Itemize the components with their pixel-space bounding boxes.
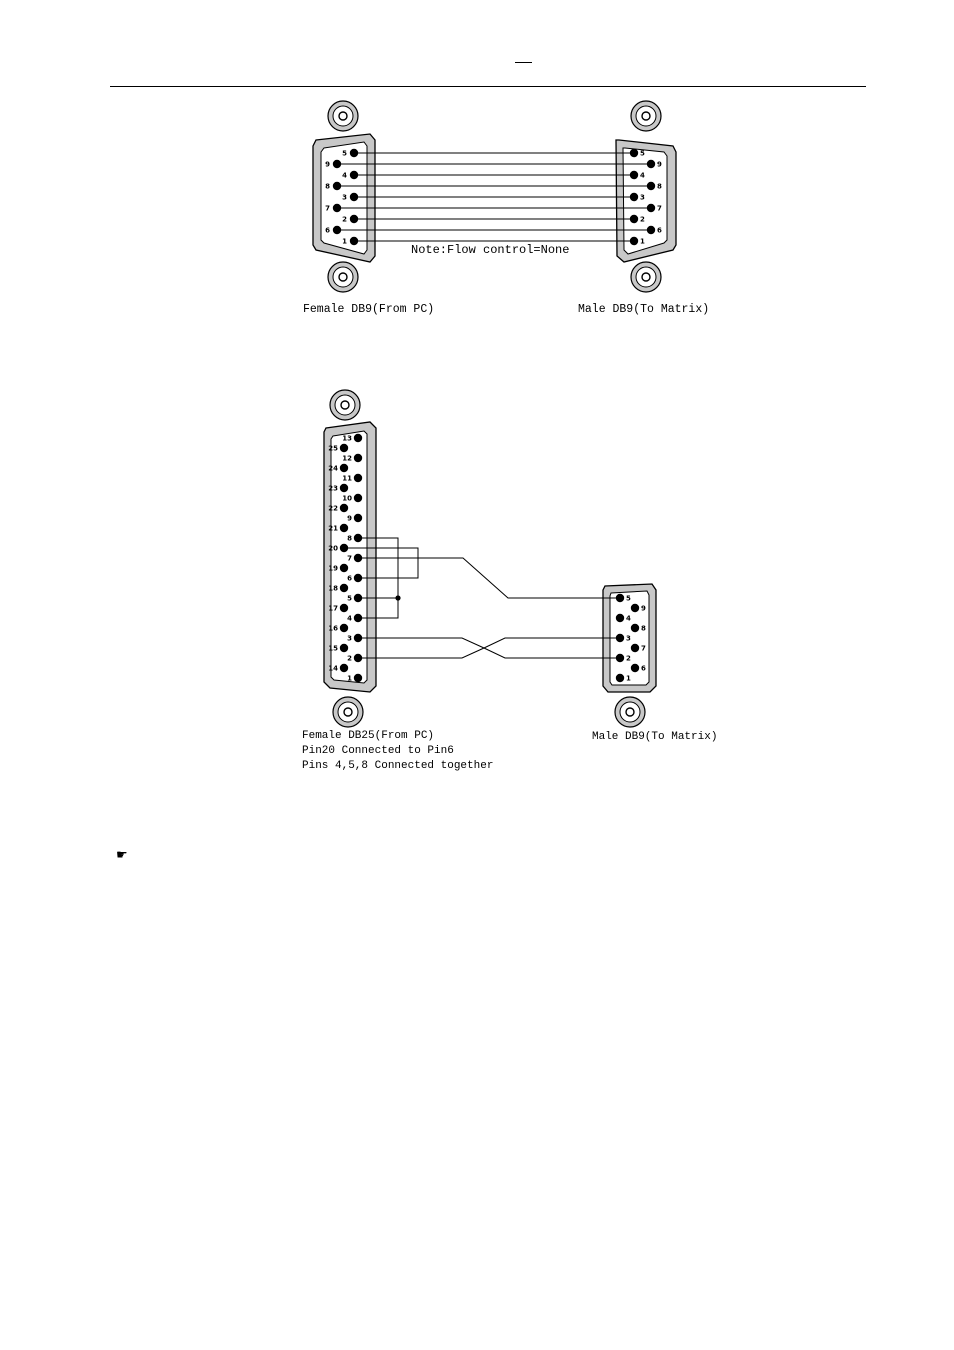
db25-caption-line3: Pins 4,5,8 Connected together [302,760,494,772]
db25-pin-label-12: 12 [342,454,352,463]
db9b-pin-label-9: 9 [641,604,646,613]
db25-pin-label-11: 11 [342,474,352,483]
db9b-pin-label-2: 2 [626,654,631,663]
flow-control-note: Note:Flow control=None [411,243,570,257]
wire-tx-3-to-2 [358,638,620,658]
db9-left-pin-1 [350,237,358,245]
db25-pin-19 [340,564,348,572]
db9-right-pin-label-2: 2 [640,215,645,224]
db9-left-pin-3 [350,193,358,201]
db25-pin-12 [354,454,362,462]
db25-pin-label-14: 14 [328,664,338,673]
db25-pin-label-20: 20 [328,544,338,553]
db25-pin-15 [340,644,348,652]
db25-pin-label-8: 8 [347,534,352,543]
db9-left-pin-label-4: 4 [342,171,347,180]
db9-left-pin-2 [350,215,358,223]
db25-pin-label-19: 19 [328,564,338,573]
db9-right-pin-label-1: 1 [640,237,645,246]
db9-left-pin-label-8: 8 [325,182,330,191]
db9-right-bottom-screw-hole [642,273,650,281]
db25-pin-24 [340,464,348,472]
db25-pin-9 [354,514,362,522]
db25-pin-label-13: 13 [342,434,352,443]
db9b-bottom-screw-hole [626,708,634,716]
db25-caption-line1: Female DB25(From PC) [302,730,435,742]
db9-left-pin-9 [333,160,341,168]
db25-pin-label-25: 25 [328,444,338,453]
db25-pin-10 [354,494,362,502]
db9-left-pin-label-6: 6 [325,226,330,235]
db9-left-top-screw-hole [339,112,347,120]
db9-left-pin-label-5: 5 [342,149,347,158]
db25-pin-label-4: 4 [347,614,352,623]
db9-right-pin-5 [630,149,638,157]
db9-right-pin-3 [630,193,638,201]
db25-pin-label-24: 24 [328,464,338,473]
db9-left-pin-7 [333,204,341,212]
db9-right-pin-2 [630,215,638,223]
db25-pin-21 [340,524,348,532]
db9-right-pin-label-4: 4 [640,171,645,180]
db25-pin-13 [354,434,362,442]
db25-pin-label-1: 1 [347,674,352,683]
db9-left-pin-6 [333,226,341,234]
db9b-pin-4 [616,614,624,622]
db9b-pin-7 [631,644,639,652]
db9-right-pin-7 [647,204,655,212]
db9b-pin-8 [631,624,639,632]
db25-pin-label-23: 23 [328,484,338,493]
db25-pin-label-22: 22 [328,504,338,513]
db25-pin-16 [340,624,348,632]
db9-left-pin-8 [333,182,341,190]
db25-pin-label-6: 6 [347,574,352,583]
db25-pin-1 [354,674,362,682]
db9-right-pin-4 [630,171,638,179]
db9-left-pin-4 [350,171,358,179]
db9b-pin-1 [616,674,624,682]
db9-male-label-2: Male DB9(To Matrix) [592,731,718,743]
db25-pin-17 [340,604,348,612]
db9-left-pin-label-9: 9 [325,160,330,169]
db25-caption-line2: Pin20 Connected to Pin6 [302,745,454,757]
db25-bottom-screw-hole [344,708,352,716]
db9b-pin-label-5: 5 [626,594,631,603]
db9-left-bottom-screw-hole [339,273,347,281]
db9b-pin-label-3: 3 [626,634,631,643]
db25-pin-label-15: 15 [328,644,338,653]
db25-pin-label-17: 17 [328,604,338,613]
db9-right-pin-label-3: 3 [640,193,645,202]
db25-pin-label-16: 16 [328,624,338,633]
db25-pin-label-3: 3 [347,634,352,643]
db9-left-pin-label-1: 1 [342,237,347,246]
db9b-pin-label-6: 6 [641,664,646,673]
db25-pin-25 [340,444,348,452]
db9-female-label: Female DB9(From PC) [303,303,435,316]
db9-right-pin-label-6: 6 [657,226,662,235]
db25-top-screw-hole [341,401,349,409]
db25-pin-22 [340,504,348,512]
db25-pin-label-7: 7 [347,554,352,563]
db25-pin-label-9: 9 [347,514,352,523]
db9-left-pin-label-3: 3 [342,193,347,202]
db25-pin-11 [354,474,362,482]
wire-rx-2-to-3 [358,638,620,658]
tie-junction-dot [395,595,400,600]
db9-male-label: Male DB9(To Matrix) [578,303,710,316]
db9-right-pin-label-9: 9 [657,160,662,169]
db9-right-pin-label-8: 8 [657,182,662,191]
db25-pin-label-10: 10 [342,494,352,503]
db9-right-pin-9 [647,160,655,168]
db25-pin-14 [340,664,348,672]
db9b-pin-label-8: 8 [641,624,646,633]
db25-pin-label-5: 5 [347,594,352,603]
db9-right-pin-label-5: 5 [640,149,645,158]
db9-right-pin-label-7: 7 [657,204,662,213]
db25-pin-label-2: 2 [347,654,352,663]
db25-pin-18 [340,584,348,592]
db25-pin-label-21: 21 [328,524,338,533]
db9-left-pin-5 [350,149,358,157]
db9-right-pin-6 [647,226,655,234]
db9b-pin-6 [631,664,639,672]
db9-left-pin-label-7: 7 [325,204,330,213]
db25-pin-label-18: 18 [328,584,338,593]
db9b-pin-9 [631,604,639,612]
db9-right-top-screw-hole [642,112,650,120]
db9-right-pin-8 [647,182,655,190]
db9-right-pin-1 [630,237,638,245]
db9b-pin-label-4: 4 [626,614,631,623]
db9b-pin-label-7: 7 [641,644,646,653]
db9b-pin-label-1: 1 [626,674,631,683]
db25-pin-23 [340,484,348,492]
pointing-hand-icon: ☛ [116,848,128,863]
db9-left-pin-label-2: 2 [342,215,347,224]
